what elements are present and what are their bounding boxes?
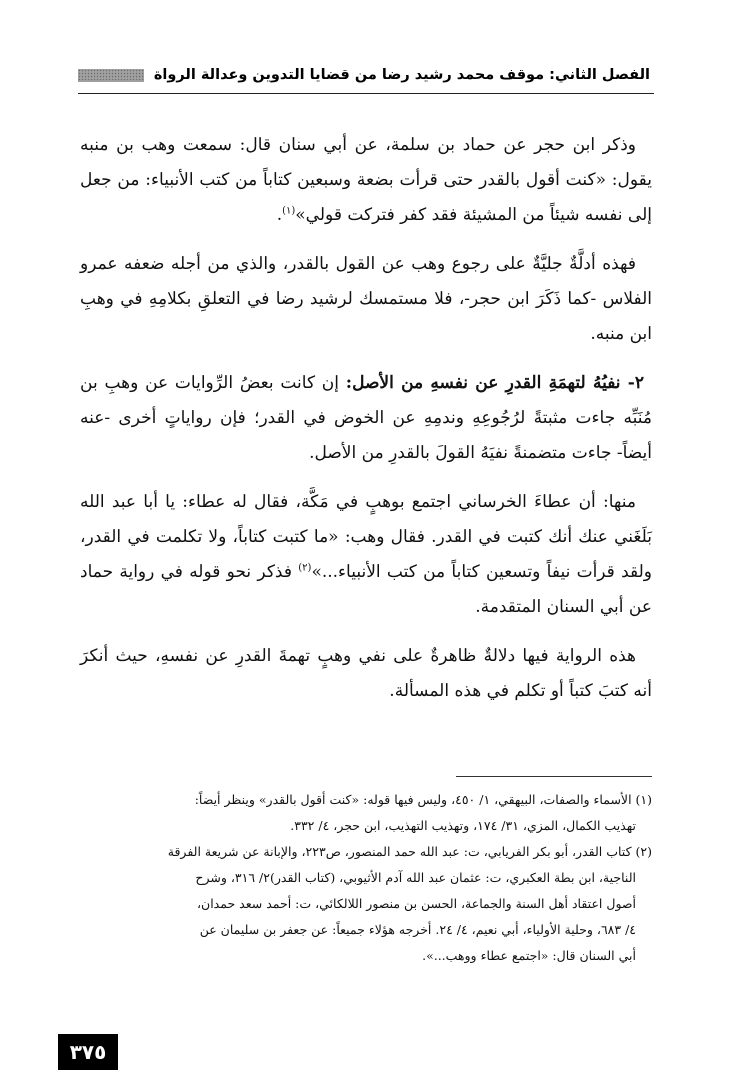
paragraph-3-text: إن كانت بعضُ الرِّوايات عن وهبِ بن مُنَبِّه جاءت مثبتةً لرُجُوعِهِ وندمِهِ عن الخوض في القدر؛ فإن رواياتٍ أخرى -عنه أيضاً- جاءت متضمنةً نفيَهُ القولَ بالقدرِ من الأصل. bbox=[80, 373, 652, 463]
chapter-title: الفصل الثاني: موقف محمد رشيد رضا من قضايا التدوين وعدالة الرواة bbox=[153, 67, 650, 83]
footnote-1-line-2: تهذيب الكمال، المزي، ٣١/ ١٧٤، وتهذيب التهذيب، ابن حجر، ٤/ ٣٣٢. bbox=[290, 818, 636, 833]
page-number bbox=[58, 1034, 118, 1070]
header-divider bbox=[78, 93, 654, 94]
header-ornament-pattern bbox=[78, 69, 144, 82]
paragraph-2 bbox=[80, 247, 652, 352]
footnote-2-line-4: ٤/ ٦٨٣، وحلية الأولياء، أبي نعيم، ٤/ ٢٤. أخرجه هؤلاء جميعاً: عن جعفر بن سليمان عن bbox=[199, 922, 636, 937]
running-header bbox=[78, 60, 650, 90]
paragraph-1 bbox=[80, 128, 652, 233]
paragraph-1-text: وذكر ابن حجر عن حماد بن سلمة، عن أبي سنان قال: سمعت وهب بن منبه يقول: «كنت أقول بالقدر حتى قرأت بضعة وسبعين كتاباً من كتب الأنبياء: من جعل إلى نفسه شيئاً من المشيئة فقد كفر فتركت قولي» bbox=[80, 135, 652, 225]
footnote-1-line-1: (١) الأسماء والصفات، البيهقي، ١/ ٤٥٠، وليس فيها قوله: «كنت أقول بالقدر» وينظر أيضاً: bbox=[194, 792, 652, 807]
paragraph-5 bbox=[80, 639, 652, 709]
footnotes bbox=[80, 787, 652, 969]
footnote-2-line-3: أصول اعتقاد أهل السنة والجماعة، الحسن بن منصور اللالكائي، ت: أحمد سعد حمدان، bbox=[196, 896, 636, 911]
page-number-text: ٣٧٥ bbox=[69, 1040, 107, 1064]
paragraph-4 bbox=[80, 485, 652, 625]
paragraph-1-tail: . bbox=[276, 205, 283, 225]
footnote-ref-1: (١) bbox=[282, 205, 296, 217]
section-heading-2: ٢- نفيُهُ لتهمَةِ القدرِ عن نفسهِ من الأصل: bbox=[345, 373, 645, 393]
footnote-2-line-2: الناجية، ابن بطة العكبري، ت: عثمان عبد الله آدم الأثيوبي، (كتاب القدر)٢/ ٣١٦، وشرح bbox=[195, 870, 636, 885]
main-text bbox=[80, 128, 652, 723]
paragraph-4-tail: فذكر نحو قوله في رواية حماد عن أبي السنان المتقدمة. bbox=[80, 562, 652, 617]
footnote-ref-2: (٢) bbox=[298, 562, 312, 574]
paragraph-5-text: هذه الرواية فيها دلالةٌ ظاهرةٌ على نفي وهبٍ تهمةَ القدرِ عن نفسهِ، حيث أنكرَ أنه كتبَ كتباً أو تكلم في هذه المسألة. bbox=[80, 646, 652, 701]
paragraph-3 bbox=[80, 366, 652, 471]
footnote-2-line-5: أبي السنان قال: «اجتمع عطاء ووهب...». bbox=[422, 948, 636, 963]
paragraph-4-text: منها: أن عطاءَ الخرساني اجتمع بوهبٍ في مَكَّة، فقال له عطاء: يا أبا عبد الله بَلَغَني عنك أنك كتبت في القدر. فقال وهب: «ما كتبت كتاباً، ولا تكلمت في القدر، ولقد قرأت نيفاً وتسعين كتاباً من كتب الأنبياء...» bbox=[80, 492, 653, 582]
footnote-divider bbox=[456, 776, 652, 777]
footnote-2-line-1: (٢) كتاب القدر، أبو بكر الفريابي، ت: عبد الله حمد المنصور، ص٢٢٣، والإبانة عن شريعة الفرقة bbox=[167, 844, 652, 859]
paragraph-2-text: فهذه أدلَّةٌ جليَّةٌ على رجوع وهب عن القول بالقدر، والذي من أجله ضعفه عمرو الفلاس -كما ذَكَرَ ابن حجر-، فلا مستمسك لرشيد رضا في التعلقِ بكلامِهِ في وهبِ ابن منبه. bbox=[80, 254, 652, 344]
